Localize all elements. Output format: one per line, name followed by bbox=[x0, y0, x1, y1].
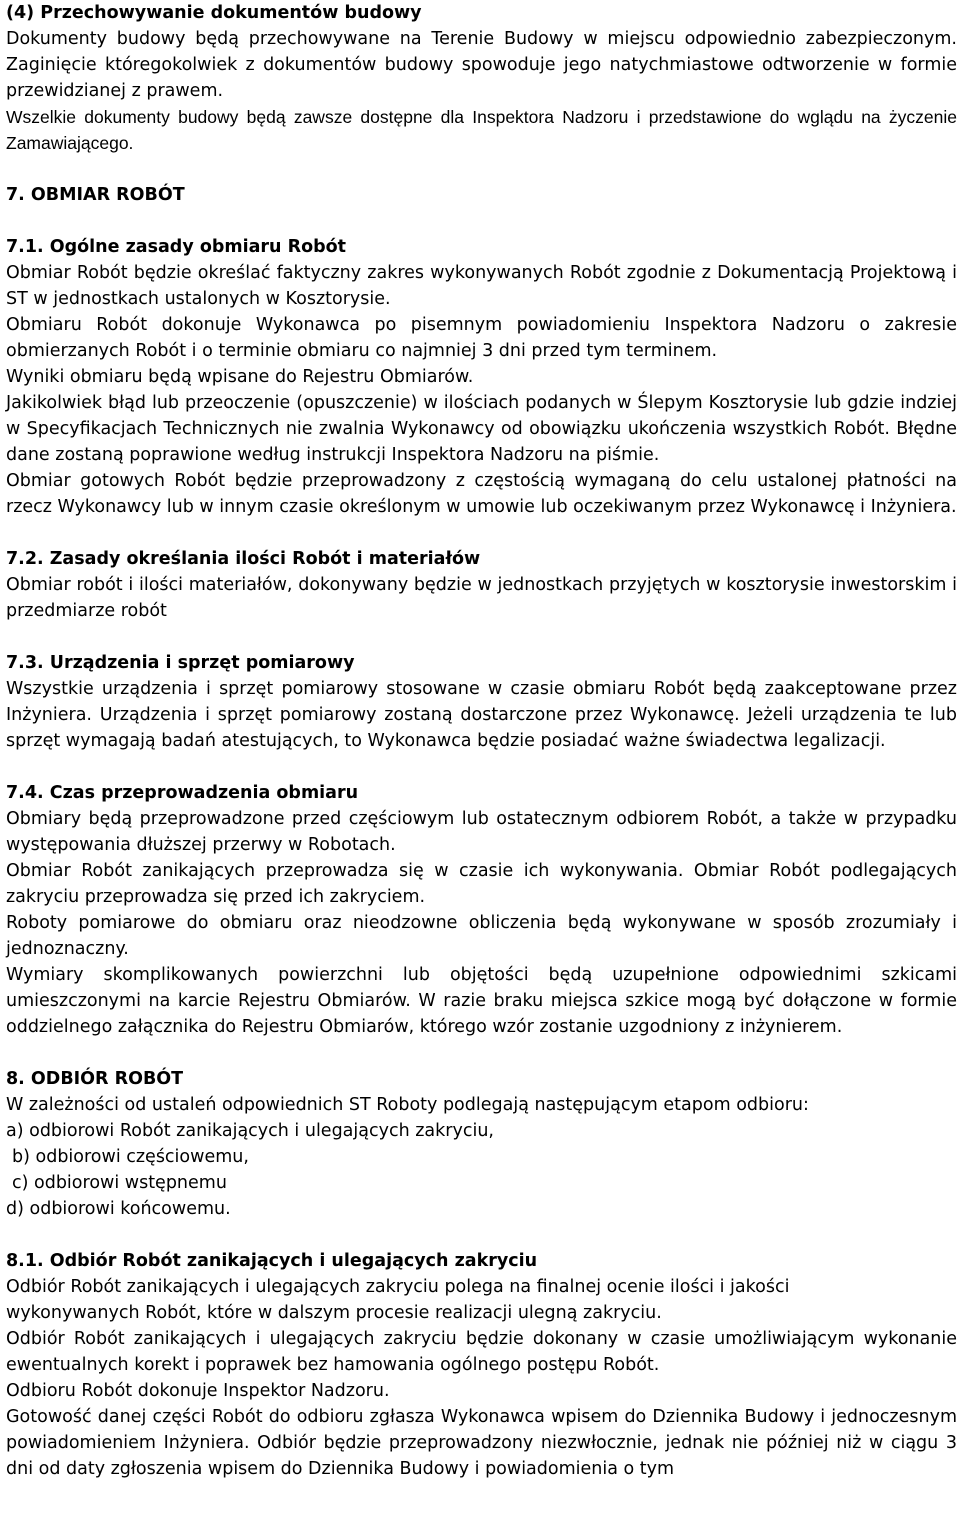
list-item: d) odbiorowi końcowemu. bbox=[6, 1199, 231, 1219]
spacer bbox=[6, 1222, 957, 1248]
section-7-3-heading: 7.3. Urządzenia i sprzęt pomiarowy bbox=[6, 653, 355, 673]
section-7-4-paragraph: Obmiary będą przeprowadzone przed częściowym lub ostatecznym odbiorem Robót, a także w przypadku występowania dłuższej przerwy w Robotach. bbox=[6, 809, 957, 855]
section-7-heading: 7. OBMIAR ROBÓT bbox=[6, 185, 185, 205]
section-8-1-paragraph-line: Odbiór Robót zanikających i ulegających zakryciu polega na finalnej ocenie ilości i jakości bbox=[6, 1277, 790, 1297]
list-item: a) odbiorowi Robót zanikających i ulegających zakryciu, bbox=[6, 1121, 494, 1141]
section-8-1-paragraph: Odbiór Robót zanikających i ulegających zakryciu będzie dokonany w czasie umożliwiającym wykonanie ewentualnych korekt i poprawek bez hamowania ogólnego postępu Robót. bbox=[6, 1329, 957, 1375]
section-7-1-paragraph: Obmiaru Robót dokonuje Wykonawca po pisemnym powiadomieniu Inspektora Nadzoru o zakresie obmierzanych Robót i o terminie obmiaru co najmniej 3 dni przed tym terminem. bbox=[6, 315, 957, 361]
section-8-intro: W zależności od ustaleń odpowiednich ST Roboty podlegają następującym etapom odbioru: bbox=[6, 1095, 809, 1115]
section-4-paragraph-1: Dokumenty budowy będą przechowywane na Terenie Budowy w miejscu odpowiednio zabezpieczonym. Zaginięcie któregokolwiek z dokumentów budowy spowoduje jego natychmiastowe odtworzenie w formie przewidzianej z prawem. bbox=[6, 29, 957, 101]
spacer bbox=[6, 520, 957, 546]
section-7-4-paragraph: Roboty pomiarowe do obmiaru oraz nieodzowne obliczenia będą wykonywane w sposób zrozumiały i jednoznaczny. bbox=[6, 913, 957, 959]
section-7-3 bbox=[6, 650, 957, 754]
section-8-1 bbox=[6, 1248, 957, 1482]
section-7-4 bbox=[6, 780, 957, 1040]
section-8-1-paragraph: Odbioru Robót dokonuje Inspektor Nadzoru. bbox=[6, 1381, 390, 1401]
section-7-4-heading: 7.4. Czas przeprowadzenia obmiaru bbox=[6, 783, 359, 803]
spacer bbox=[6, 754, 957, 780]
section-7-1-paragraph: Wyniki obmiaru będą wpisane do Rejestru Obmiarów. bbox=[6, 367, 474, 387]
section-8-1-paragraph-line: wykonywanych Robót, które w dalszym procesie realizacji ulegną zakryciu. bbox=[6, 1303, 662, 1323]
section-7-2 bbox=[6, 546, 957, 624]
section-8-1-paragraph: Gotowość danej części Robót do odbioru zgłasza Wykonawca wpisem do Dziennika Budowy i jednoczesnym powiadomieniem Inżyniera. Odbiór będzie przeprowadzony niezwłocznie, jednak nie później niż w ciągu 3 dni od daty zgłoszenia wpisem do Dziennika Budowy i powiadomienia o tym bbox=[6, 1407, 957, 1479]
section-4-paragraph-2: Wszelkie dokumenty budowy będą zawsze dostępne dla Inspektora Nadzoru i przedstawione do wglądu na życzenie Zamawiającego. bbox=[6, 107, 957, 153]
section-7-3-paragraph: Wszystkie urządzenia i sprzęt pomiarowy stosowane w czasie obmiaru Robót będą zaakceptowane przez Inżyniera. Urządzenia i sprzęt pomiarowy zostaną dostarczone przez Wykonawcę. Jeżeli urządzenia te lub sprzęt wymagają badań atestujących, to Wykonawca będzie posiadać ważne świadectwa legalizacji. bbox=[6, 679, 957, 751]
section-8-heading: 8. ODBIÓR ROBÓT bbox=[6, 1069, 184, 1089]
section-7-2-heading: 7.2. Zasady określania ilości Robót i materiałów bbox=[6, 549, 481, 569]
section-7-1-paragraph: Jakikolwiek błąd lub przeoczenie (opuszczenie) w ilościach podanych w Ślepym Kosztorysie lub gdzie indziej w Specyfikacjach Technicznych nie zwalnia Wykonawcy od obowiązku ukończenia wszystkich Robót. Błędne dane zostaną poprawione według instrukcji Inspektora Nadzoru na piśmie. bbox=[6, 393, 957, 465]
section-7-1-paragraph: Obmiar Robót będzie określać faktyczny zakres wykonywanych Robót zgodnie z Dokumentacją Projektową i ST w jednostkach ustalonych w Kosztorysie. bbox=[6, 263, 957, 309]
section-7-1 bbox=[6, 234, 957, 520]
spacer bbox=[6, 208, 957, 234]
section-4-heading: (4) Przechowywanie dokumentów budowy bbox=[6, 3, 422, 23]
section-7-2-paragraph: Obmiar robót i ilości materiałów, dokonywany będzie w jednostkach przyjętych w kosztorysie inwestorskim i przedmiarze robót bbox=[6, 575, 957, 621]
spacer bbox=[6, 1040, 957, 1066]
list-item: c) odbiorowi wstępnemu bbox=[12, 1173, 227, 1193]
section-7-4-paragraph: Wymiary skomplikowanych powierzchni lub objętości będą uzupełnione odpowiednimi szkicami umieszczonymi na karcie Rejestru Obmiarów. W razie braku miejsca szkice mogą być dołączone w formie oddzielnego załącznika do Rejestru Obmiarów, którego wzór zostanie uzgodniony z inżynierem. bbox=[6, 965, 957, 1037]
section-7-1-paragraph: Obmiar gotowych Robót będzie przeprowadzony z częstością wymaganą do celu ustalonej płatności na rzecz Wykonawcy lub w innym czasie określonym w umowie lub oczekiwanym przez Wykonawcę i Inżyniera. bbox=[6, 471, 957, 517]
section-4 bbox=[6, 0, 957, 156]
section-8 bbox=[6, 1066, 957, 1222]
spacer bbox=[6, 156, 957, 182]
spacer bbox=[6, 624, 957, 650]
list-item: b) odbiorowi częściowemu, bbox=[12, 1147, 249, 1167]
section-7-1-heading: 7.1. Ogólne zasady obmiaru Robót bbox=[6, 237, 347, 257]
section-8-1-heading: 8.1. Odbiór Robót zanikających i ulegających zakryciu bbox=[6, 1251, 538, 1271]
document-page bbox=[6, 0, 957, 1482]
section-7-4-paragraph: Obmiar Robót zanikających przeprowadza się w czasie ich wykonywania. Obmiar Robót podlegających zakryciu przeprowadza się przed ich zakryciem. bbox=[6, 861, 957, 907]
